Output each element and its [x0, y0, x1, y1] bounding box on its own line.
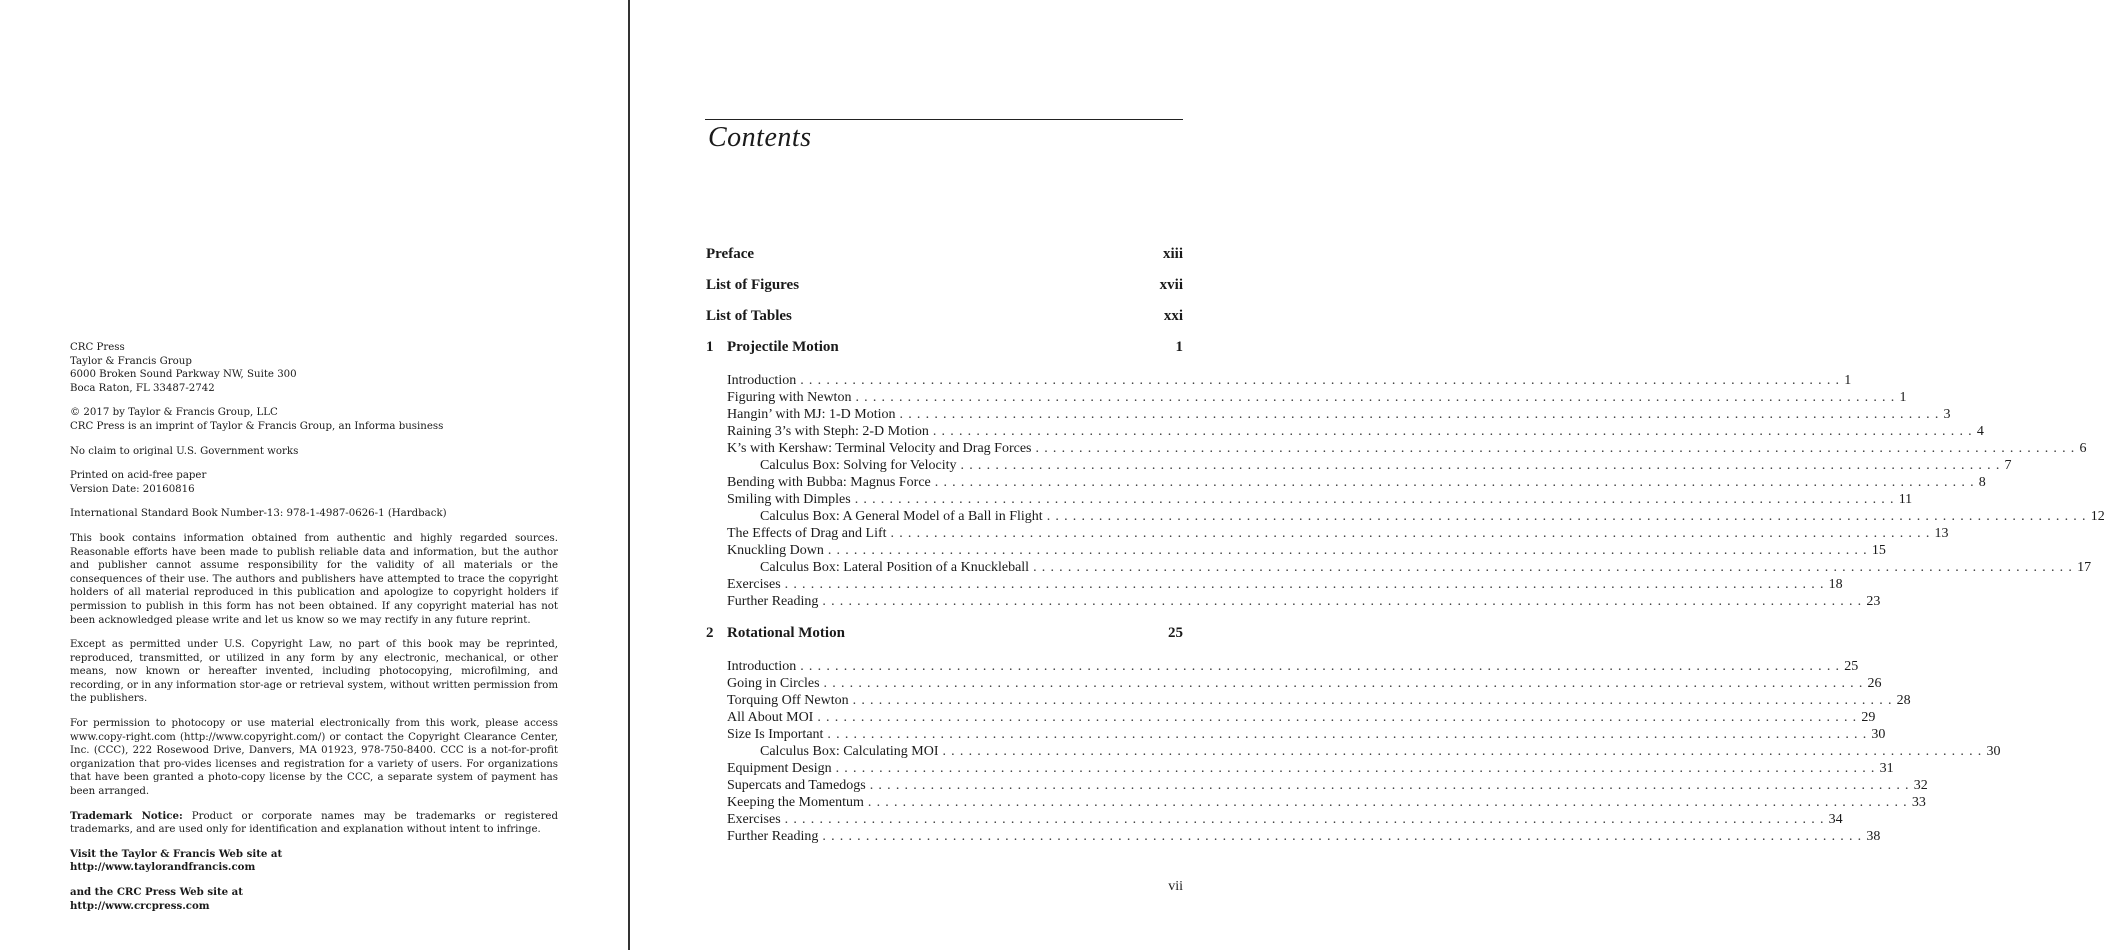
section-title: Raining 3’s with Steph: 2-D Motion [727, 424, 933, 440]
copyright-law-paragraph: Except as permitted under U.S. Copyright Law, no part of this book may be reprinted, reproduced, transmitted, or utilized in any form by any electronic, mechanical, or other means, now known or hereafter invented, including photocopying, microfilming, and recording, or in any information stor-age or retrieval system, without written permission from the publishers. [70, 639, 558, 705]
toc-section [706, 373, 1852, 390]
toc-section [706, 492, 1913, 509]
permission-paragraph: For permission to photocopy or use material electronically from this work, please access www.copy-right.com (http://www.copyright.com/) or contact the Copyright Clearance Center, Inc. (CCC), 222 Rosewood Drive, Danvers, MA 01923, 978-750-8400. CCC is a not-for-profit organization that pro-vides licenses and registration for a variety of users. For organizations that have been granted a photo-copy license by the CCC, a separate system of payment has been arranged. [70, 718, 558, 798]
section-title: Calculus Box: Lateral Position of a Knuckleball [760, 560, 1033, 576]
government-notice: No claim to original U.S. Government works [70, 445, 299, 457]
toc-subsection [706, 458, 2012, 475]
section-page: 17 [2077, 560, 2092, 575]
section-page: 6 [2079, 441, 2087, 456]
section-page: 3 [1943, 407, 1951, 422]
section-page: 31 [1879, 761, 1894, 776]
toc-section [706, 543, 1886, 560]
dot-leader: ........................................................................................................................ [854, 492, 1899, 507]
dot-leader: ........................................................................................................................ [835, 761, 1880, 776]
toc-subsection [706, 744, 2001, 761]
section-title: Calculus Box: Solving for Velocity [760, 458, 961, 474]
dot-leader: ........................................................................................................................ [899, 407, 1944, 422]
chapter-number: 2 [706, 625, 714, 641]
page-number: vii [1168, 879, 1183, 894]
toc-section [706, 778, 1928, 795]
section-title: Torquing Off Newton [727, 693, 853, 709]
dot-leader: ........................................................................................................................ [817, 710, 1862, 725]
printing-info: Printed on acid-free paper Version Date: 20160816 [70, 470, 207, 495]
toc-section [706, 475, 1986, 492]
toc-section [706, 727, 1886, 744]
section-title: Hangin’ with MJ: 1-D Motion [727, 407, 900, 423]
section-page: 7 [2004, 458, 2012, 473]
copyright-page [0, 0, 628, 950]
toc-section [706, 693, 1911, 710]
section-page: 11 [1898, 492, 1913, 507]
section-title: Equipment Design [727, 761, 836, 777]
section-title: Bending with Bubba: Magnus Force [727, 475, 935, 491]
dot-leader: ........................................................................................................................ [932, 424, 1977, 439]
toc-subsection [706, 560, 2092, 577]
publisher-address: CRC Press Taylor & Francis Group 6000 Broken Sound Parkway NW, Suite 300 Boca Raton, FL 33487-2742 [70, 342, 297, 394]
section-page: 28 [1896, 693, 1911, 708]
dot-leader: ........................................................................................................................ [934, 475, 1979, 490]
section-page: 18 [1828, 577, 1843, 592]
dot-leader: ........................................................................................................................ [827, 727, 1872, 742]
dot-leader: ........................................................................................................................ [890, 526, 1935, 541]
toc-section [706, 761, 1894, 778]
section-page: 12 [2090, 509, 2105, 524]
section-title: Going in Circles [727, 676, 824, 692]
chapter-title: Rotational Motion [727, 625, 845, 641]
contents-page [630, 0, 2105, 950]
disclaimer-paragraph: This book contains information obtained from authentic and highly regarded sources. Reasonable efforts have been made to publish reliable data and information, but the author and publisher cannot assume responsibility for the validity of all materials or the consequences of their use. The authors and publishers have attempted to trace the copyright holders of all material reproduced in this publication and apologize to copyright holders if permission to publish in this form has not been obtained. If any copyright material has not been acknowledged please write and let us know so we may rectify in any future reprint. [70, 532, 558, 626]
toc-section [706, 659, 1859, 676]
chapter-title: Projectile Motion [727, 339, 839, 355]
dot-leader: ........................................................................................................................ [827, 543, 1872, 558]
section-title: Further Reading [727, 594, 822, 610]
dot-leader: ........................................................................................................................ [867, 795, 1912, 810]
section-page: 30 [1871, 727, 1886, 742]
section-page: 38 [1866, 829, 1881, 844]
section-page: 33 [1911, 795, 1926, 810]
toc-chapter-2 [706, 625, 1183, 656]
page-title: Contents [708, 122, 812, 153]
dot-leader: ........................................................................................................................ [784, 812, 1829, 827]
dot-leader: ........................................................................................................................ [855, 390, 1900, 405]
toc-chapters [706, 339, 2105, 846]
section-title: Smiling with Dimples [727, 492, 855, 508]
toc-section [706, 829, 1881, 846]
section-title: Figuring with Newton [727, 390, 855, 406]
section-page: 13 [1934, 526, 1949, 541]
toc-section [706, 441, 2087, 458]
dot-leader: ........................................................................................................................ [1035, 441, 2080, 456]
toc-section [706, 812, 1843, 829]
section-page: 25 [1844, 659, 1859, 674]
dot-leader: ........................................................................................................................ [1033, 560, 2078, 575]
toc-section [706, 526, 1949, 543]
section-page: 1 [1844, 373, 1852, 388]
section-title: Size Is Important [727, 727, 827, 743]
section-title: Exercises [727, 577, 785, 593]
dot-leader: ........................................................................................................................ [822, 829, 1867, 844]
section-title: Calculus Box: A General Model of a Ball in Flight [760, 509, 1047, 525]
section-page: 4 [1976, 424, 1984, 439]
taylor-francis-url: http://www.taylorandfrancis.com [70, 861, 256, 874]
crc-press-url: http://www.crcpress.com [70, 899, 210, 912]
section-page: 23 [1866, 594, 1881, 609]
section-page: 30 [1986, 744, 2001, 759]
chapter-page: 25 [1168, 625, 1183, 641]
chapter-page: 1 [1175, 339, 1183, 355]
toc-section [706, 676, 1882, 693]
dot-leader: ........................................................................................................................ [942, 744, 1987, 759]
toc-chapter-1 [706, 339, 1183, 370]
section-page: 1 [1899, 390, 1907, 405]
toc-section [706, 390, 1907, 407]
dot-leader: ........................................................................................................................ [960, 458, 2005, 473]
section-title: Further Reading [727, 829, 822, 845]
section-title: Knuckling Down [727, 543, 828, 559]
section-page: 32 [1913, 778, 1928, 793]
toc-preface: Preface xiii [706, 246, 1183, 262]
chapter-gap [706, 611, 1183, 625]
isbn: International Standard Book Number-13: 978-1-4987-0626-1 (Hardback) [70, 508, 447, 520]
section-page: 8 [1978, 475, 1986, 490]
dot-leader: ........................................................................................................................ [822, 594, 1867, 609]
toc-section [706, 710, 1876, 727]
section-title: Introduction [727, 373, 800, 389]
table-of-contents [706, 246, 2105, 846]
dot-leader: ........................................................................................................................ [784, 577, 1829, 592]
section-title: Calculus Box: Calculating MOI [760, 744, 942, 760]
copyright-block [70, 341, 558, 924]
toc-section [706, 407, 1951, 424]
section-title: Keeping the Momentum [727, 795, 868, 811]
section-title: K’s with Kershaw: Terminal Velocity and Drag Forces [727, 441, 1036, 457]
dot-leader: ........................................................................................................................ [800, 659, 1845, 674]
section-page: 34 [1828, 812, 1843, 827]
dot-leader: ........................................................................................................................ [1046, 509, 2091, 524]
dot-leader: ........................................................................................................................ [869, 778, 1914, 793]
toc-section [706, 424, 1984, 441]
visit-crc-press: and the CRC Press Web site at http://www.crcpress.com [70, 886, 558, 913]
dot-leader: ........................................................................................................................ [800, 373, 1845, 388]
section-page: 29 [1861, 710, 1876, 725]
section-title: Supercats and Tamedogs [727, 778, 870, 794]
toc-section [706, 577, 1843, 594]
section-page: 15 [1871, 543, 1886, 558]
section-title: Exercises [727, 812, 785, 828]
section-title: Introduction [727, 659, 800, 675]
toc-list-of-tables: List of Tables xxi [706, 308, 1183, 324]
section-page: 26 [1867, 676, 1882, 691]
toc-subsection [706, 509, 2105, 526]
title-rule [705, 119, 1183, 120]
toc-section [706, 594, 1881, 611]
trademark-notice: Trademark Notice: Product or corporate names may be trademarks or registered trademarks, and are used only for identification and explanation without intent to infringe. [70, 809, 558, 836]
toc-section [706, 795, 1926, 812]
toc-list-of-figures: List of Figures xvii [706, 277, 1183, 293]
copyright-notice: © 2017 by Taylor & Francis Group, LLC CRC Press is an imprint of Taylor & Francis Group, an Informa business [70, 407, 444, 432]
chapter-number: 1 [706, 339, 714, 355]
section-title: All About MOI [727, 710, 817, 726]
visit-taylor-francis: Visit the Taylor & Francis Web site at http://www.taylorandfrancis.com [70, 848, 558, 875]
dot-leader: ........................................................................................................................ [823, 676, 1868, 691]
dot-leader: ........................................................................................................................ [852, 693, 1897, 708]
section-title: The Effects of Drag and Lift [727, 526, 891, 542]
